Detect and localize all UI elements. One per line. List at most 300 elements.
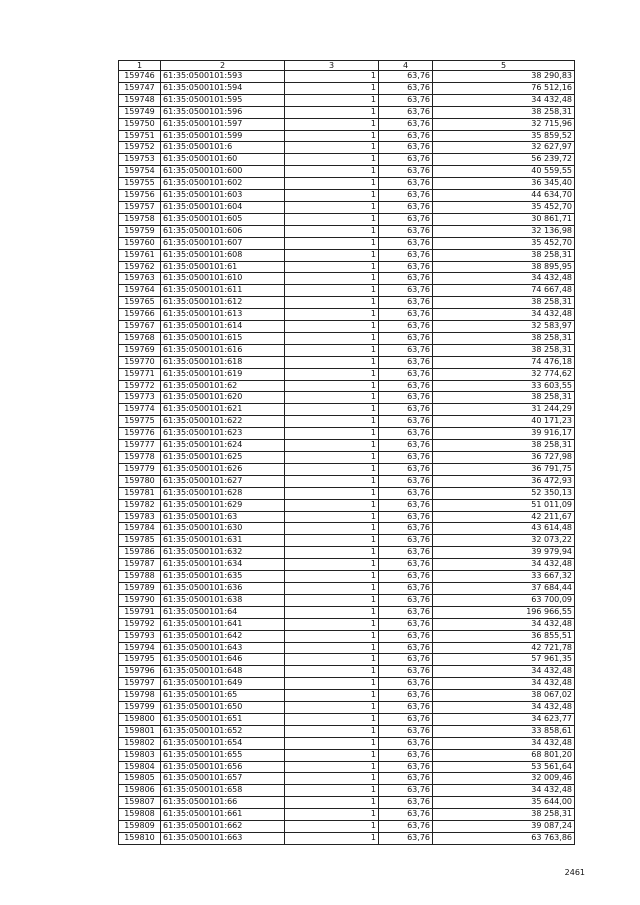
value-cell: 32 715,96 xyxy=(433,118,575,130)
table-row xyxy=(119,690,575,702)
area-cell: 63,76 xyxy=(379,713,433,725)
record-number-cell: 159762 xyxy=(119,261,161,273)
table-row xyxy=(119,309,575,321)
cadastral-number-cell: 61:35:0500101:649 xyxy=(161,678,285,690)
quantity-cell: 1 xyxy=(285,428,379,440)
table-row xyxy=(119,499,575,511)
area-cell: 63,76 xyxy=(379,106,433,118)
record-number-cell: 159767 xyxy=(119,321,161,333)
value-cell: 36 345,40 xyxy=(433,178,575,190)
cadastral-number-cell: 61:35:0500101:630 xyxy=(161,523,285,535)
table-row xyxy=(119,582,575,594)
record-number-cell: 159777 xyxy=(119,440,161,452)
cadastral-number-cell: 61:35:0500101:655 xyxy=(161,749,285,761)
quantity-cell: 1 xyxy=(285,654,379,666)
table-row xyxy=(119,630,575,642)
area-cell: 63,76 xyxy=(379,749,433,761)
area-cell: 63,76 xyxy=(379,142,433,154)
quantity-cell: 1 xyxy=(285,511,379,523)
area-cell: 63,76 xyxy=(379,249,433,261)
header-col-2: 2 xyxy=(161,61,285,71)
cadastral-number-cell: 61:35:0500101:613 xyxy=(161,309,285,321)
record-number-cell: 159770 xyxy=(119,356,161,368)
record-number-cell: 159750 xyxy=(119,118,161,130)
cadastral-number-cell: 61:35:0500101:620 xyxy=(161,392,285,404)
cadastral-number-cell: 61:35:0500101:594 xyxy=(161,82,285,94)
table-row xyxy=(119,452,575,464)
area-cell: 63,76 xyxy=(379,594,433,606)
record-number-cell: 159773 xyxy=(119,392,161,404)
cadastral-number-cell: 61:35:0500101:628 xyxy=(161,487,285,499)
table-row xyxy=(119,749,575,761)
table-row xyxy=(119,106,575,118)
value-cell: 32 627,97 xyxy=(433,142,575,154)
value-cell: 34 432,48 xyxy=(433,94,575,106)
quantity-cell: 1 xyxy=(285,773,379,785)
header-row xyxy=(119,61,575,71)
cadastral-number-cell: 61:35:0500101:657 xyxy=(161,773,285,785)
table-row xyxy=(119,440,575,452)
quantity-cell: 1 xyxy=(285,190,379,202)
record-number-cell: 159758 xyxy=(119,213,161,225)
value-cell: 38 258,31 xyxy=(433,297,575,309)
cadastral-number-cell: 61:35:0500101:621 xyxy=(161,404,285,416)
quantity-cell: 1 xyxy=(285,606,379,618)
quantity-cell: 1 xyxy=(285,130,379,142)
quantity-cell: 1 xyxy=(285,404,379,416)
table-row xyxy=(119,773,575,785)
quantity-cell: 1 xyxy=(285,571,379,583)
record-number-cell: 159778 xyxy=(119,452,161,464)
record-number-cell: 159804 xyxy=(119,761,161,773)
value-cell: 34 432,48 xyxy=(433,309,575,321)
area-cell: 63,76 xyxy=(379,666,433,678)
area-cell: 63,76 xyxy=(379,761,433,773)
value-cell: 34 432,48 xyxy=(433,666,575,678)
area-cell: 63,76 xyxy=(379,773,433,785)
area-cell: 63,76 xyxy=(379,118,433,130)
cadastral-number-cell: 61:35:0500101:602 xyxy=(161,178,285,190)
cadastral-number-cell: 61:35:0500101:661 xyxy=(161,809,285,821)
quantity-cell: 1 xyxy=(285,356,379,368)
cadastral-number-cell: 61:35:0500101:616 xyxy=(161,344,285,356)
cadastral-number-cell: 61:35:0500101:603 xyxy=(161,190,285,202)
area-cell: 63,76 xyxy=(379,523,433,535)
table-row xyxy=(119,118,575,130)
value-cell: 38 258,31 xyxy=(433,249,575,261)
value-cell: 32 774,62 xyxy=(433,368,575,380)
cadastral-number-cell: 61:35:0500101:619 xyxy=(161,368,285,380)
table-row xyxy=(119,416,575,428)
value-cell: 36 855,51 xyxy=(433,630,575,642)
record-number-cell: 159763 xyxy=(119,273,161,285)
cadastral-number-cell: 61:35:0500101:607 xyxy=(161,237,285,249)
value-cell: 63 700,09 xyxy=(433,594,575,606)
value-cell: 38 258,31 xyxy=(433,440,575,452)
record-number-cell: 159755 xyxy=(119,178,161,190)
table-row xyxy=(119,94,575,106)
cadastral-number-cell: 61:35:0500101:599 xyxy=(161,130,285,142)
value-cell: 37 684,44 xyxy=(433,582,575,594)
table-row xyxy=(119,261,575,273)
table-row xyxy=(119,321,575,333)
quantity-cell: 1 xyxy=(285,201,379,213)
area-cell: 63,76 xyxy=(379,499,433,511)
cadastral-number-cell: 61:35:0500101:638 xyxy=(161,594,285,606)
record-number-cell: 159768 xyxy=(119,332,161,344)
table-row xyxy=(119,285,575,297)
table-row xyxy=(119,344,575,356)
quantity-cell: 1 xyxy=(285,666,379,678)
value-cell: 36 472,93 xyxy=(433,475,575,487)
value-cell: 35 859,52 xyxy=(433,130,575,142)
area-cell: 63,76 xyxy=(379,154,433,166)
record-number-cell: 159772 xyxy=(119,380,161,392)
quantity-cell: 1 xyxy=(285,749,379,761)
area-cell: 63,76 xyxy=(379,213,433,225)
area-cell: 63,76 xyxy=(379,261,433,273)
value-cell: 32 583,97 xyxy=(433,321,575,333)
table-row xyxy=(119,618,575,630)
record-number-cell: 159801 xyxy=(119,725,161,737)
quantity-cell: 1 xyxy=(285,225,379,237)
area-cell: 63,76 xyxy=(379,71,433,83)
quantity-cell: 1 xyxy=(285,833,379,845)
quantity-cell: 1 xyxy=(285,452,379,464)
table-row xyxy=(119,559,575,571)
quantity-cell: 1 xyxy=(285,690,379,702)
quantity-cell: 1 xyxy=(285,821,379,833)
quantity-cell: 1 xyxy=(285,618,379,630)
quantity-cell: 1 xyxy=(285,463,379,475)
cadastral-number-cell: 61:35:0500101:61 xyxy=(161,261,285,273)
area-cell: 63,76 xyxy=(379,630,433,642)
value-cell: 38 258,31 xyxy=(433,392,575,404)
table-row xyxy=(119,654,575,666)
record-number-cell: 159769 xyxy=(119,344,161,356)
cadastral-number-cell: 61:35:0500101:629 xyxy=(161,499,285,511)
record-number-cell: 159800 xyxy=(119,713,161,725)
record-number-cell: 159771 xyxy=(119,368,161,380)
cadastral-number-cell: 61:35:0500101:646 xyxy=(161,654,285,666)
cadastral-number-cell: 61:35:0500101:654 xyxy=(161,737,285,749)
cadastral-number-cell: 61:35:0500101:65 xyxy=(161,690,285,702)
value-cell: 38 895,95 xyxy=(433,261,575,273)
area-cell: 63,76 xyxy=(379,94,433,106)
record-number-cell: 159746 xyxy=(119,71,161,83)
cadastral-number-cell: 61:35:0500101:64 xyxy=(161,606,285,618)
record-number-cell: 159797 xyxy=(119,678,161,690)
area-cell: 63,76 xyxy=(379,678,433,690)
area-cell: 63,76 xyxy=(379,582,433,594)
area-cell: 63,76 xyxy=(379,606,433,618)
area-cell: 63,76 xyxy=(379,487,433,499)
record-number-cell: 159765 xyxy=(119,297,161,309)
record-number-cell: 159764 xyxy=(119,285,161,297)
value-cell: 34 432,48 xyxy=(433,678,575,690)
area-cell: 63,76 xyxy=(379,725,433,737)
cadastral-number-cell: 61:35:0500101:662 xyxy=(161,821,285,833)
cadastral-number-cell: 61:35:0500101:612 xyxy=(161,297,285,309)
cadastral-number-cell: 61:35:0500101:6 xyxy=(161,142,285,154)
record-number-cell: 159790 xyxy=(119,594,161,606)
table-row xyxy=(119,213,575,225)
cadastral-number-cell: 61:35:0500101:634 xyxy=(161,559,285,571)
cadastral-number-cell: 61:35:0500101:595 xyxy=(161,94,285,106)
record-number-cell: 159792 xyxy=(119,618,161,630)
table-row xyxy=(119,725,575,737)
value-cell: 53 561,64 xyxy=(433,761,575,773)
area-cell: 63,76 xyxy=(379,190,433,202)
quantity-cell: 1 xyxy=(285,559,379,571)
cadastral-number-cell: 61:35:0500101:605 xyxy=(161,213,285,225)
cadastral-number-cell: 61:35:0500101:618 xyxy=(161,356,285,368)
table-row xyxy=(119,666,575,678)
table-row xyxy=(119,332,575,344)
cadastral-number-cell: 61:35:0500101:608 xyxy=(161,249,285,261)
value-cell: 34 432,48 xyxy=(433,785,575,797)
cadastral-number-cell: 61:35:0500101:650 xyxy=(161,702,285,714)
table-row xyxy=(119,428,575,440)
value-cell: 32 073,22 xyxy=(433,535,575,547)
value-cell: 63 763,86 xyxy=(433,833,575,845)
table-row xyxy=(119,511,575,523)
record-number-cell: 159757 xyxy=(119,201,161,213)
table-row xyxy=(119,249,575,261)
record-number-cell: 159747 xyxy=(119,82,161,94)
cadastral-number-cell: 61:35:0500101:627 xyxy=(161,475,285,487)
cadastral-number-cell: 61:35:0500101:624 xyxy=(161,440,285,452)
value-cell: 31 244,29 xyxy=(433,404,575,416)
cadastral-number-cell: 61:35:0500101:60 xyxy=(161,154,285,166)
quantity-cell: 1 xyxy=(285,487,379,499)
cadastral-number-cell: 61:35:0500101:648 xyxy=(161,666,285,678)
header-col-3: 3 xyxy=(285,61,379,71)
quantity-cell: 1 xyxy=(285,154,379,166)
record-number-cell: 159752 xyxy=(119,142,161,154)
table-row xyxy=(119,130,575,142)
value-cell: 34 432,48 xyxy=(433,702,575,714)
cadastral-number-cell: 61:35:0500101:658 xyxy=(161,785,285,797)
quantity-cell: 1 xyxy=(285,392,379,404)
quantity-cell: 1 xyxy=(285,594,379,606)
page-number: 2461 xyxy=(564,868,585,877)
table-row xyxy=(119,368,575,380)
value-cell: 38 258,31 xyxy=(433,344,575,356)
record-number-cell: 159761 xyxy=(119,249,161,261)
record-number-cell: 159776 xyxy=(119,428,161,440)
value-cell: 196 966,55 xyxy=(433,606,575,618)
area-cell: 63,76 xyxy=(379,618,433,630)
record-number-cell: 159808 xyxy=(119,809,161,821)
record-number-cell: 159774 xyxy=(119,404,161,416)
value-cell: 34 623,77 xyxy=(433,713,575,725)
quantity-cell: 1 xyxy=(285,416,379,428)
quantity-cell: 1 xyxy=(285,535,379,547)
record-number-cell: 159794 xyxy=(119,642,161,654)
quantity-cell: 1 xyxy=(285,332,379,344)
cadastral-number-cell: 61:35:0500101:626 xyxy=(161,463,285,475)
table-row xyxy=(119,547,575,559)
area-cell: 63,76 xyxy=(379,463,433,475)
quantity-cell: 1 xyxy=(285,725,379,737)
cadastral-number-cell: 61:35:0500101:66 xyxy=(161,797,285,809)
record-number-cell: 159775 xyxy=(119,416,161,428)
table-row xyxy=(119,737,575,749)
area-cell: 63,76 xyxy=(379,797,433,809)
cadastral-number-cell: 61:35:0500101:636 xyxy=(161,582,285,594)
area-cell: 63,76 xyxy=(379,309,433,321)
quantity-cell: 1 xyxy=(285,178,379,190)
table-row xyxy=(119,606,575,618)
value-cell: 38 067,02 xyxy=(433,690,575,702)
cadastral-number-cell: 61:35:0500101:611 xyxy=(161,285,285,297)
value-cell: 43 614,48 xyxy=(433,523,575,535)
table-row xyxy=(119,392,575,404)
value-cell: 34 432,48 xyxy=(433,618,575,630)
record-number-cell: 159796 xyxy=(119,666,161,678)
quantity-cell: 1 xyxy=(285,642,379,654)
table-row xyxy=(119,702,575,714)
table-row xyxy=(119,154,575,166)
value-cell: 39 979,94 xyxy=(433,547,575,559)
record-number-cell: 159795 xyxy=(119,654,161,666)
table-row xyxy=(119,380,575,392)
value-cell: 33 603,55 xyxy=(433,380,575,392)
table-row xyxy=(119,678,575,690)
area-cell: 63,76 xyxy=(379,654,433,666)
area-cell: 63,76 xyxy=(379,332,433,344)
record-number-cell: 159783 xyxy=(119,511,161,523)
table-row xyxy=(119,190,575,202)
quantity-cell: 1 xyxy=(285,273,379,285)
quantity-cell: 1 xyxy=(285,237,379,249)
table-row xyxy=(119,797,575,809)
value-cell: 32 009,46 xyxy=(433,773,575,785)
cadastral-number-cell: 61:35:0500101:642 xyxy=(161,630,285,642)
quantity-cell: 1 xyxy=(285,166,379,178)
cadastral-number-cell: 61:35:0500101:632 xyxy=(161,547,285,559)
quantity-cell: 1 xyxy=(285,368,379,380)
area-cell: 63,76 xyxy=(379,737,433,749)
record-number-cell: 159803 xyxy=(119,749,161,761)
record-number-cell: 159805 xyxy=(119,773,161,785)
area-cell: 63,76 xyxy=(379,559,433,571)
quantity-cell: 1 xyxy=(285,106,379,118)
value-cell: 35 644,00 xyxy=(433,797,575,809)
area-cell: 63,76 xyxy=(379,702,433,714)
cadastral-number-cell: 61:35:0500101:622 xyxy=(161,416,285,428)
cadastral-number-cell: 61:35:0500101:656 xyxy=(161,761,285,773)
quantity-cell: 1 xyxy=(285,785,379,797)
cadastral-number-cell: 61:35:0500101:615 xyxy=(161,332,285,344)
value-cell: 33 667,32 xyxy=(433,571,575,583)
record-number-cell: 159791 xyxy=(119,606,161,618)
table-row xyxy=(119,809,575,821)
value-cell: 44 634,70 xyxy=(433,190,575,202)
record-number-cell: 159748 xyxy=(119,94,161,106)
value-cell: 42 721,78 xyxy=(433,642,575,654)
quantity-cell: 1 xyxy=(285,380,379,392)
area-cell: 63,76 xyxy=(379,201,433,213)
cadastral-number-cell: 61:35:0500101:610 xyxy=(161,273,285,285)
cadastral-number-cell: 61:35:0500101:651 xyxy=(161,713,285,725)
area-cell: 63,76 xyxy=(379,178,433,190)
table-row xyxy=(119,142,575,154)
value-cell: 36 791,75 xyxy=(433,463,575,475)
table-row xyxy=(119,71,575,83)
area-cell: 63,76 xyxy=(379,642,433,654)
record-number-cell: 159749 xyxy=(119,106,161,118)
table-row xyxy=(119,523,575,535)
record-number-cell: 159798 xyxy=(119,690,161,702)
quantity-cell: 1 xyxy=(285,261,379,273)
area-cell: 63,76 xyxy=(379,166,433,178)
value-cell: 33 858,61 xyxy=(433,725,575,737)
table-row xyxy=(119,166,575,178)
value-cell: 52 350,13 xyxy=(433,487,575,499)
area-cell: 63,76 xyxy=(379,535,433,547)
value-cell: 74 667,48 xyxy=(433,285,575,297)
table-row xyxy=(119,273,575,285)
record-number-cell: 159806 xyxy=(119,785,161,797)
value-cell: 38 258,31 xyxy=(433,332,575,344)
cadastral-number-cell: 61:35:0500101:614 xyxy=(161,321,285,333)
cadastral-number-cell: 61:35:0500101:63 xyxy=(161,511,285,523)
area-cell: 63,76 xyxy=(379,225,433,237)
value-cell: 39 087,24 xyxy=(433,821,575,833)
cadastral-number-cell: 61:35:0500101:604 xyxy=(161,201,285,213)
value-cell: 51 011,09 xyxy=(433,499,575,511)
value-cell: 34 432,48 xyxy=(433,273,575,285)
quantity-cell: 1 xyxy=(285,630,379,642)
value-cell: 35 452,70 xyxy=(433,237,575,249)
value-cell: 39 916,17 xyxy=(433,428,575,440)
area-cell: 63,76 xyxy=(379,82,433,94)
area-cell: 63,76 xyxy=(379,547,433,559)
area-cell: 63,76 xyxy=(379,237,433,249)
quantity-cell: 1 xyxy=(285,249,379,261)
table-row xyxy=(119,356,575,368)
value-cell: 38 290,83 xyxy=(433,71,575,83)
area-cell: 63,76 xyxy=(379,130,433,142)
table-row xyxy=(119,82,575,94)
quantity-cell: 1 xyxy=(285,118,379,130)
cadastral-number-cell: 61:35:0500101:635 xyxy=(161,571,285,583)
table-row xyxy=(119,761,575,773)
quantity-cell: 1 xyxy=(285,82,379,94)
quantity-cell: 1 xyxy=(285,702,379,714)
area-cell: 63,76 xyxy=(379,356,433,368)
area-cell: 63,76 xyxy=(379,344,433,356)
quantity-cell: 1 xyxy=(285,321,379,333)
record-number-cell: 159799 xyxy=(119,702,161,714)
area-cell: 63,76 xyxy=(379,297,433,309)
record-number-cell: 159785 xyxy=(119,535,161,547)
value-cell: 40 171,23 xyxy=(433,416,575,428)
quantity-cell: 1 xyxy=(285,440,379,452)
record-number-cell: 159782 xyxy=(119,499,161,511)
value-cell: 35 452,70 xyxy=(433,201,575,213)
table-row xyxy=(119,237,575,249)
cadastral-number-cell: 61:35:0500101:596 xyxy=(161,106,285,118)
table-row xyxy=(119,201,575,213)
record-number-cell: 159753 xyxy=(119,154,161,166)
cadastral-number-cell: 61:35:0500101:643 xyxy=(161,642,285,654)
table-row xyxy=(119,535,575,547)
value-cell: 36 727,98 xyxy=(433,452,575,464)
record-number-cell: 159756 xyxy=(119,190,161,202)
